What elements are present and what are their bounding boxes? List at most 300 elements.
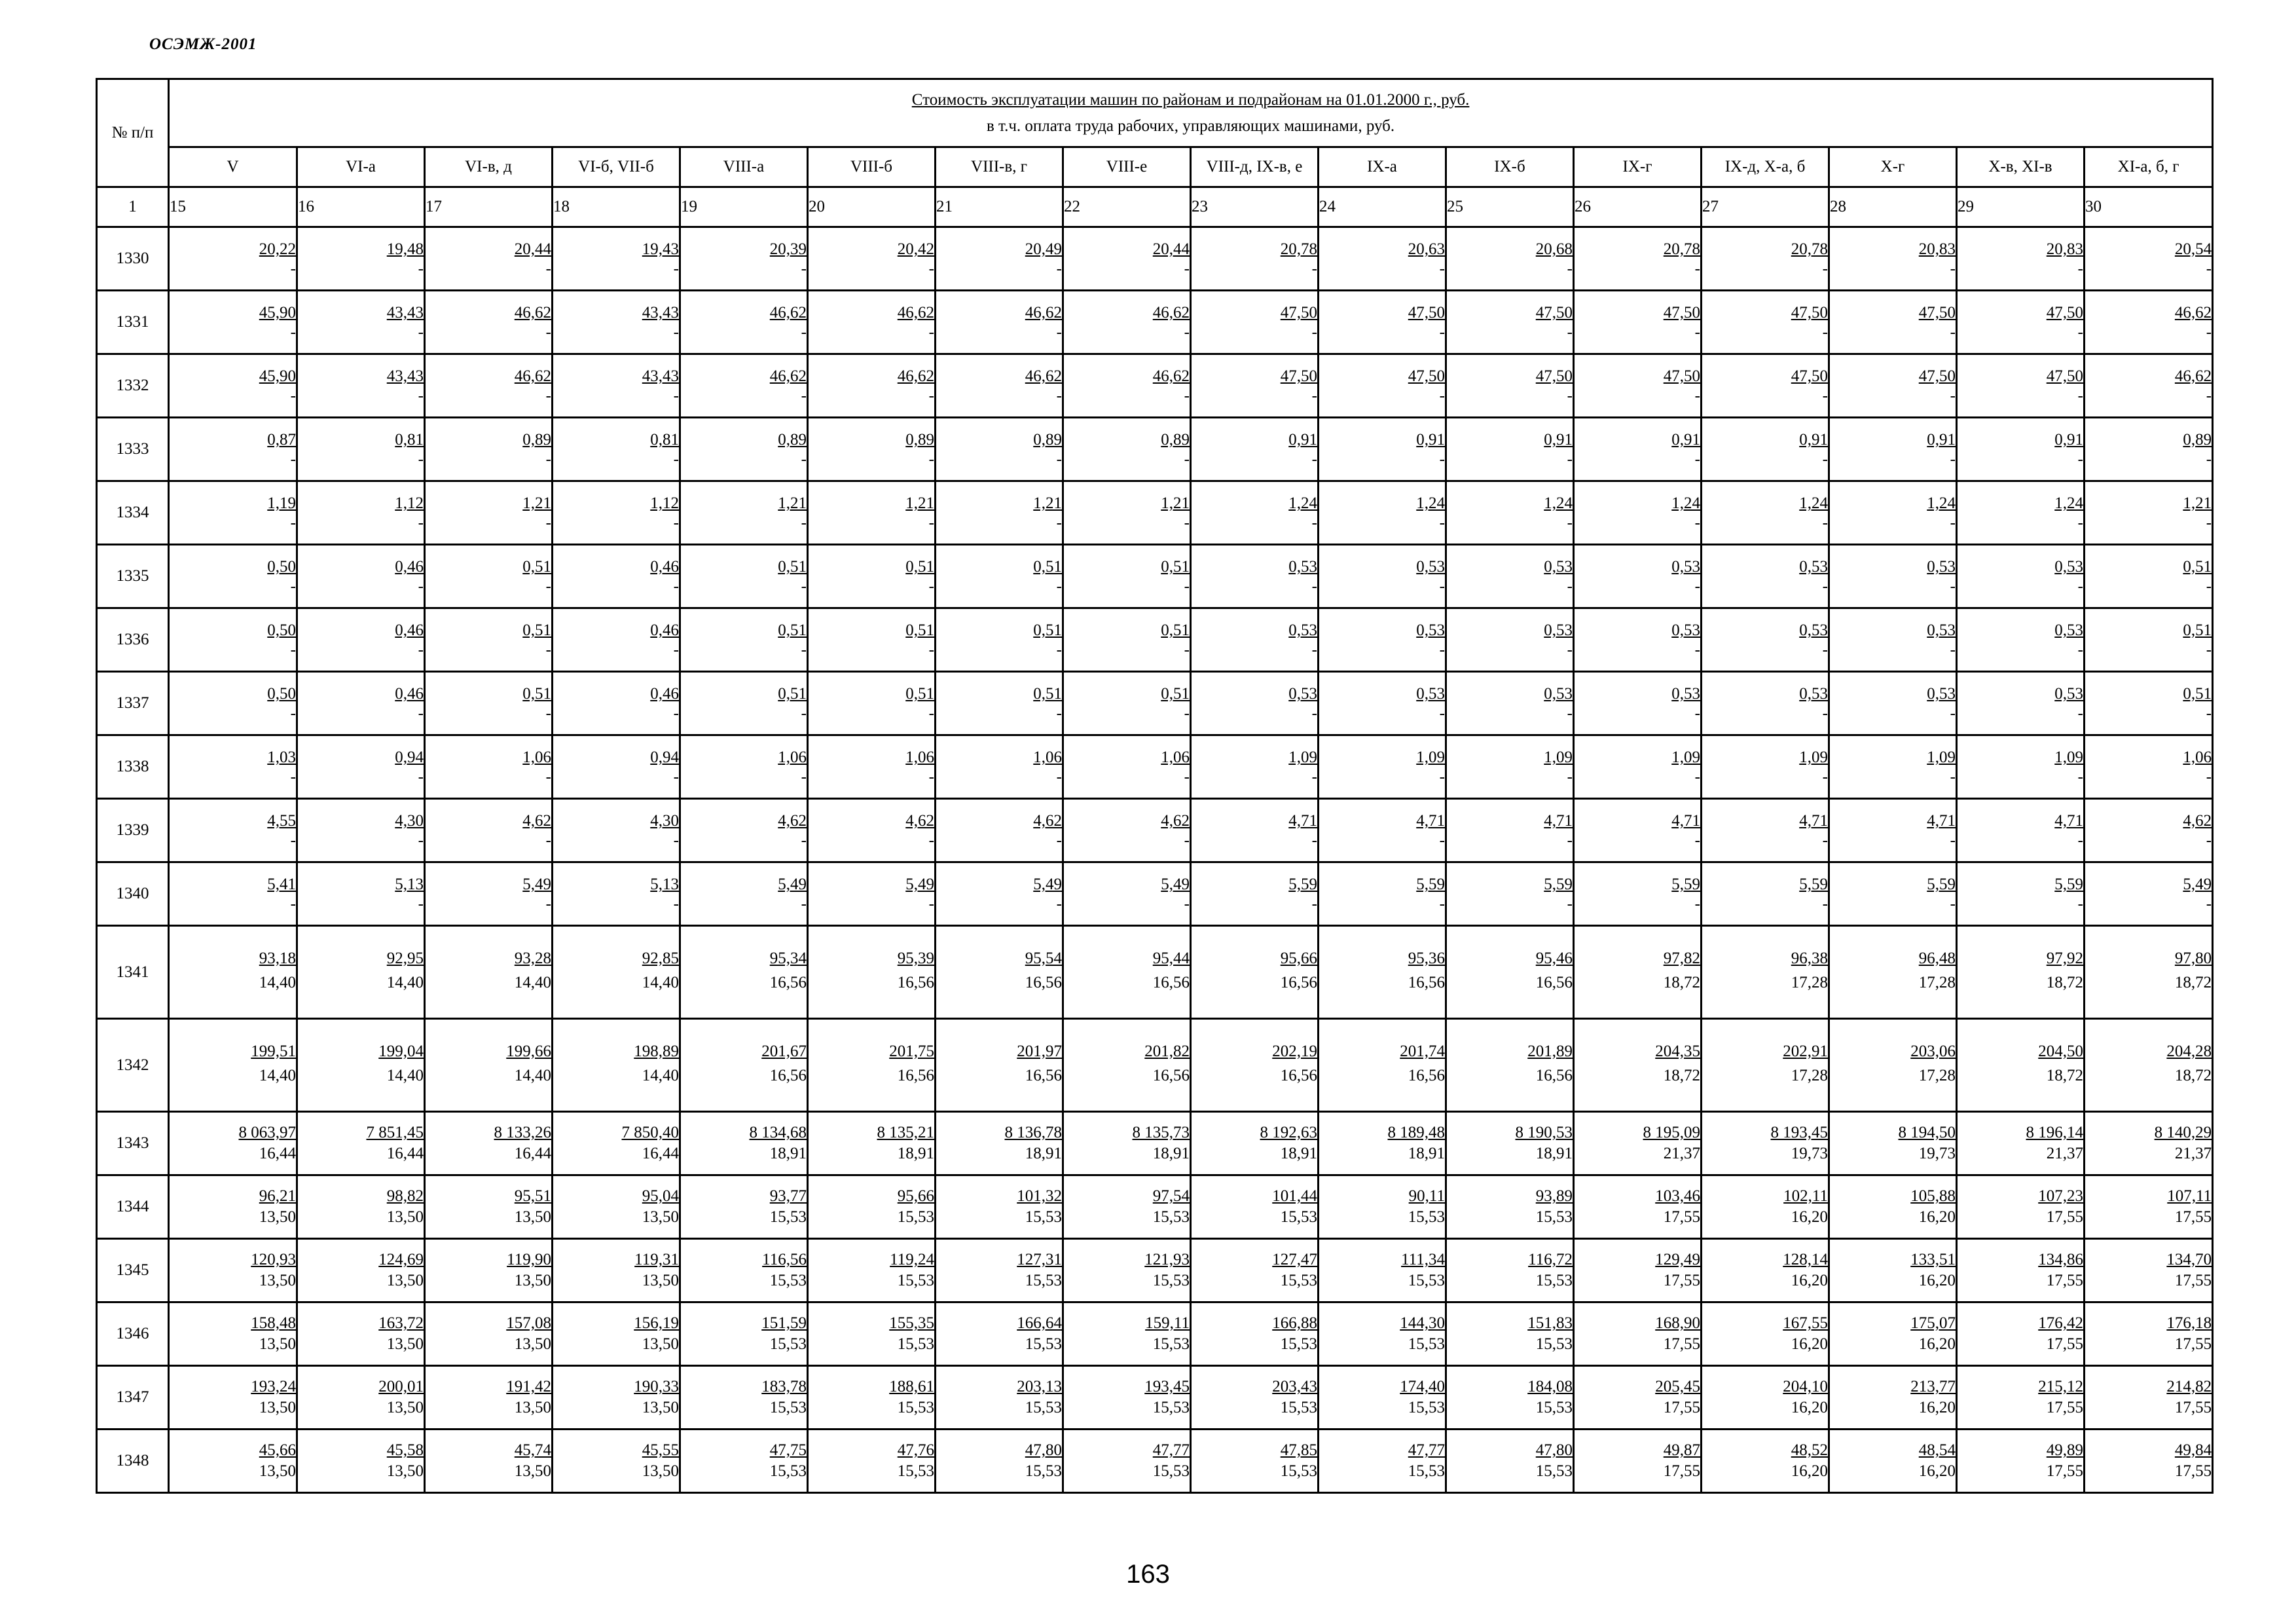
labor-value: 16,20 bbox=[1791, 1272, 1828, 1289]
value-cell bbox=[2085, 1112, 2213, 1175]
labor-value: 15,53 bbox=[897, 1399, 934, 1416]
value-cell bbox=[1063, 291, 1191, 354]
cost-value: 4,71 bbox=[1927, 812, 1956, 830]
cost-value: 0,46 bbox=[650, 558, 679, 576]
labor-value: - bbox=[1822, 641, 1828, 659]
labor-value: 17,55 bbox=[2174, 1335, 2212, 1353]
value-cell bbox=[1829, 291, 1957, 354]
labor-value: - bbox=[1950, 895, 1956, 913]
cost-value: 204,28 bbox=[2166, 1042, 2212, 1060]
labor-value: - bbox=[801, 832, 807, 849]
value-cell bbox=[1191, 1175, 1319, 1239]
value-cell bbox=[1574, 862, 1702, 926]
labor-value: - bbox=[928, 451, 934, 468]
value-cell bbox=[553, 1019, 680, 1112]
labor-value: - bbox=[928, 832, 934, 849]
row-number: 1340 bbox=[97, 862, 169, 926]
cost-value: 4,55 bbox=[267, 812, 296, 830]
value-cell bbox=[1702, 926, 1829, 1019]
labor-value: - bbox=[1822, 323, 1828, 341]
cost-value: 4,71 bbox=[1799, 812, 1828, 830]
value-cell bbox=[425, 418, 553, 481]
value-cell bbox=[553, 862, 680, 926]
cost-value: 0,89 bbox=[1161, 431, 1190, 449]
labor-value: - bbox=[2206, 578, 2212, 595]
labor-value: 15,53 bbox=[1408, 1335, 1445, 1353]
labor-value: - bbox=[545, 387, 551, 405]
labor-value: - bbox=[418, 578, 424, 595]
labor-value: 13,50 bbox=[259, 1399, 296, 1416]
labor-value: 15,53 bbox=[1535, 1399, 1573, 1416]
value-cell bbox=[297, 1019, 425, 1112]
cost-value: 151,59 bbox=[761, 1314, 807, 1332]
cost-value: 0,51 bbox=[778, 621, 807, 639]
value-cell bbox=[1319, 735, 1446, 799]
value-cell bbox=[808, 735, 936, 799]
value-cell bbox=[1957, 735, 2085, 799]
cost-value: 0,51 bbox=[1033, 558, 1062, 576]
value-cell bbox=[1191, 1366, 1319, 1430]
value-cell bbox=[936, 926, 1063, 1019]
labor-value: 14,40 bbox=[386, 973, 424, 991]
value-cell bbox=[680, 1366, 808, 1430]
value-cell bbox=[1702, 862, 1829, 926]
value-cell bbox=[680, 481, 808, 545]
labor-value: - bbox=[290, 451, 296, 468]
value-cell bbox=[1829, 672, 1957, 735]
cost-value: 5,59 bbox=[1799, 876, 1828, 893]
value-cell bbox=[1319, 1175, 1446, 1239]
cost-value: 214,82 bbox=[2166, 1378, 2212, 1395]
value-cell bbox=[936, 1175, 1063, 1239]
labor-value: - bbox=[1694, 705, 1700, 722]
labor-value: 15,53 bbox=[1152, 1208, 1190, 1226]
cost-value: 0,91 bbox=[1416, 431, 1445, 449]
table-row bbox=[97, 1175, 2213, 1239]
cost-value: 129,49 bbox=[1655, 1251, 1700, 1268]
labor-value: - bbox=[1567, 641, 1573, 659]
labor-value: - bbox=[1184, 260, 1190, 278]
labor-value: 16,56 bbox=[1280, 973, 1317, 991]
labor-value: 18,72 bbox=[1663, 973, 1700, 991]
cost-value: 49,89 bbox=[2046, 1441, 2083, 1459]
cost-value: 20,39 bbox=[769, 240, 807, 258]
cost-value: 1,12 bbox=[395, 494, 424, 512]
labor-value: - bbox=[2206, 260, 2212, 278]
value-cell bbox=[808, 799, 936, 862]
labor-value: 15,53 bbox=[1152, 1399, 1190, 1416]
cost-value: 201,74 bbox=[1400, 1042, 1445, 1060]
cost-value: 1,24 bbox=[1544, 494, 1573, 512]
document-code: ОСЭМЖ-2001 bbox=[149, 35, 257, 53]
value-cell bbox=[297, 1430, 425, 1493]
labor-value: - bbox=[1950, 260, 1956, 278]
value-cell bbox=[1319, 1019, 1446, 1112]
labor-value: 15,53 bbox=[1280, 1272, 1317, 1289]
cost-value: 4,71 bbox=[1544, 812, 1573, 830]
cost-value: 156,19 bbox=[634, 1314, 679, 1332]
value-cell bbox=[1063, 1239, 1191, 1302]
labor-value: - bbox=[1567, 387, 1573, 405]
value-cell bbox=[425, 672, 553, 735]
cost-value: 95,66 bbox=[897, 1187, 934, 1205]
column-index: 26 bbox=[1574, 187, 1702, 227]
cost-value: 133,51 bbox=[1910, 1251, 1956, 1268]
labor-value: - bbox=[1056, 705, 1062, 722]
cost-value: 0,53 bbox=[1799, 621, 1828, 639]
value-cell bbox=[2085, 545, 2213, 608]
labor-value: - bbox=[290, 260, 296, 278]
labor-value: - bbox=[2206, 323, 2212, 341]
value-cell bbox=[680, 608, 808, 672]
value-cell bbox=[553, 735, 680, 799]
labor-value: - bbox=[801, 895, 807, 913]
table-row bbox=[97, 1366, 2213, 1430]
value-cell bbox=[1957, 227, 2085, 291]
labor-value: 15,53 bbox=[1280, 1335, 1317, 1353]
value-cell bbox=[297, 418, 425, 481]
labor-value: - bbox=[290, 578, 296, 595]
value-cell bbox=[1063, 227, 1191, 291]
cost-value: 19,48 bbox=[386, 240, 424, 258]
cost-value: 47,50 bbox=[2046, 367, 2083, 385]
value-cell bbox=[808, 1239, 936, 1302]
value-cell bbox=[553, 1430, 680, 1493]
labor-value: 13,50 bbox=[259, 1208, 296, 1226]
cost-value: 0,51 bbox=[522, 558, 551, 576]
value-cell bbox=[1829, 608, 1957, 672]
labor-value: 15,53 bbox=[769, 1399, 807, 1416]
cost-value: 49,84 bbox=[2174, 1441, 2212, 1459]
labor-value: - bbox=[1694, 895, 1700, 913]
table-row bbox=[97, 672, 2213, 735]
value-cell bbox=[936, 1019, 1063, 1112]
labor-value: - bbox=[1184, 895, 1190, 913]
labor-value: - bbox=[1184, 768, 1190, 786]
value-cell bbox=[2085, 1019, 2213, 1112]
cost-value: 0,46 bbox=[650, 621, 679, 639]
labor-value: - bbox=[928, 387, 934, 405]
column-header: V bbox=[169, 147, 297, 187]
labor-value: - bbox=[1056, 895, 1062, 913]
labor-value: - bbox=[1567, 514, 1573, 532]
cost-value: 0,46 bbox=[395, 685, 424, 703]
row-number: 1339 bbox=[97, 799, 169, 862]
value-cell bbox=[1446, 481, 1574, 545]
labor-value: 13,50 bbox=[642, 1462, 679, 1480]
value-cell bbox=[2085, 481, 2213, 545]
value-cell bbox=[1191, 926, 1319, 1019]
value-cell bbox=[553, 545, 680, 608]
value-cell bbox=[808, 926, 936, 1019]
cost-value: 47,50 bbox=[1918, 304, 1956, 322]
value-cell bbox=[1191, 1430, 1319, 1493]
labor-value: 13,50 bbox=[514, 1272, 551, 1289]
labor-value: 15,53 bbox=[1280, 1208, 1317, 1226]
labor-value: 17,55 bbox=[2046, 1208, 2083, 1226]
cost-value: 200,01 bbox=[378, 1378, 424, 1395]
cost-value: 1,09 bbox=[2054, 748, 2083, 766]
labor-value: - bbox=[928, 514, 934, 532]
cost-value: 8 190,53 bbox=[1515, 1124, 1573, 1141]
value-cell bbox=[1957, 862, 2085, 926]
value-cell bbox=[1829, 418, 1957, 481]
cost-value: 0,53 bbox=[1544, 558, 1573, 576]
cost-value: 0,50 bbox=[267, 621, 296, 639]
cost-value: 5,41 bbox=[267, 876, 296, 893]
value-cell bbox=[936, 481, 1063, 545]
cost-value: 0,94 bbox=[650, 748, 679, 766]
value-cell bbox=[2085, 1302, 2213, 1366]
cost-value: 120,93 bbox=[251, 1251, 296, 1268]
cost-value: 0,51 bbox=[522, 685, 551, 703]
cost-value: 43,43 bbox=[642, 304, 679, 322]
cost-value: 4,62 bbox=[1161, 812, 1190, 830]
value-cell bbox=[808, 418, 936, 481]
labor-value: 16,20 bbox=[1918, 1335, 1956, 1353]
labor-value: - bbox=[801, 451, 807, 468]
value-cell bbox=[936, 1239, 1063, 1302]
cost-value: 0,91 bbox=[1671, 431, 1700, 449]
row-number: 1341 bbox=[97, 926, 169, 1019]
value-cell bbox=[1702, 481, 1829, 545]
column-index: 25 bbox=[1446, 187, 1574, 227]
cost-value: 134,70 bbox=[2166, 1251, 2212, 1268]
cost-value: 5,59 bbox=[1544, 876, 1573, 893]
labor-value: - bbox=[1056, 260, 1062, 278]
cost-value: 0,53 bbox=[1927, 621, 1956, 639]
cost-value: 124,69 bbox=[378, 1251, 424, 1268]
row-number: 1347 bbox=[97, 1366, 169, 1430]
row-number: 1345 bbox=[97, 1239, 169, 1302]
value-cell bbox=[169, 1302, 297, 1366]
value-cell bbox=[1574, 672, 1702, 735]
labor-value: 14,40 bbox=[259, 973, 296, 991]
cost-value: 0,50 bbox=[267, 558, 296, 576]
labor-value: - bbox=[1950, 768, 1956, 786]
cost-value: 183,78 bbox=[761, 1378, 807, 1395]
value-cell bbox=[1957, 799, 2085, 862]
cost-value: 8 192,63 bbox=[1260, 1124, 1317, 1141]
cost-value: 174,40 bbox=[1400, 1378, 1445, 1395]
cost-value: 96,48 bbox=[1918, 949, 1956, 967]
value-cell bbox=[1319, 418, 1446, 481]
cost-value: 1,24 bbox=[1927, 494, 1956, 512]
labor-value: 13,50 bbox=[386, 1272, 424, 1289]
labor-value: 13,50 bbox=[642, 1208, 679, 1226]
labor-value: - bbox=[1822, 387, 1828, 405]
value-cell bbox=[297, 545, 425, 608]
value-cell bbox=[425, 608, 553, 672]
value-cell bbox=[808, 291, 936, 354]
cost-value: 98,82 bbox=[386, 1187, 424, 1205]
labor-value: - bbox=[1439, 641, 1445, 659]
cost-value: 47,50 bbox=[1791, 367, 1828, 385]
labor-value: - bbox=[2077, 768, 2083, 786]
cost-value: 1,19 bbox=[267, 494, 296, 512]
value-cell bbox=[808, 1019, 936, 1112]
column-header: X-г bbox=[1829, 147, 1957, 187]
cost-value: 0,53 bbox=[2054, 685, 2083, 703]
cost-value: 215,12 bbox=[2038, 1378, 2083, 1395]
cost-value: 167,55 bbox=[1783, 1314, 1828, 1332]
column-index: 24 bbox=[1319, 187, 1446, 227]
labor-value: 16,56 bbox=[897, 1066, 934, 1084]
table-title-cell bbox=[169, 79, 2213, 147]
value-cell bbox=[936, 354, 1063, 418]
labor-value: - bbox=[801, 387, 807, 405]
cost-value: 0,51 bbox=[1033, 685, 1062, 703]
labor-value: 15,53 bbox=[1408, 1462, 1445, 1480]
labor-value: 19,73 bbox=[1918, 1145, 1956, 1162]
value-cell bbox=[169, 799, 297, 862]
labor-value: - bbox=[1822, 578, 1828, 595]
value-cell bbox=[2085, 227, 2213, 291]
value-cell bbox=[1446, 545, 1574, 608]
cost-value: 5,13 bbox=[395, 876, 424, 893]
value-cell bbox=[425, 862, 553, 926]
labor-value: - bbox=[545, 514, 551, 532]
column-index: 23 bbox=[1191, 187, 1319, 227]
table-row bbox=[97, 608, 2213, 672]
cost-value: 47,50 bbox=[2046, 304, 2083, 322]
table-row bbox=[97, 1112, 2213, 1175]
cost-value: 188,61 bbox=[889, 1378, 934, 1395]
value-cell bbox=[1319, 1112, 1446, 1175]
value-cell bbox=[553, 672, 680, 735]
value-cell bbox=[297, 862, 425, 926]
cost-value: 47,77 bbox=[1408, 1441, 1445, 1459]
labor-value: - bbox=[1950, 451, 1956, 468]
column-index: 19 bbox=[680, 187, 808, 227]
machine-cost-table bbox=[96, 78, 2214, 1494]
value-cell bbox=[1702, 1239, 1829, 1302]
cost-value: 116,56 bbox=[762, 1251, 807, 1268]
labor-value: 15,53 bbox=[769, 1335, 807, 1353]
labor-value: 15,53 bbox=[1535, 1462, 1573, 1480]
cost-value: 7 850,40 bbox=[621, 1124, 679, 1141]
value-cell bbox=[1702, 672, 1829, 735]
value-cell bbox=[169, 291, 297, 354]
cost-value: 0,53 bbox=[1416, 685, 1445, 703]
cost-value: 8 194,50 bbox=[1898, 1124, 1956, 1141]
labor-value: 16,56 bbox=[897, 973, 934, 991]
value-cell bbox=[1574, 354, 1702, 418]
value-cell bbox=[1191, 1302, 1319, 1366]
labor-value: 16,56 bbox=[1025, 1066, 1062, 1084]
table-row bbox=[97, 735, 2213, 799]
row-number: 1346 bbox=[97, 1302, 169, 1366]
value-cell bbox=[1191, 1112, 1319, 1175]
cost-value: 199,66 bbox=[506, 1042, 551, 1060]
labor-value: 13,50 bbox=[642, 1335, 679, 1353]
table-row bbox=[97, 862, 2213, 926]
labor-value: - bbox=[1439, 514, 1445, 532]
cost-value: 1,24 bbox=[2054, 494, 2083, 512]
column-index: 16 bbox=[297, 187, 425, 227]
value-cell bbox=[169, 1175, 297, 1239]
labor-value: - bbox=[545, 578, 551, 595]
cost-value: 47,76 bbox=[897, 1441, 934, 1459]
cost-value: 4,71 bbox=[2054, 812, 2083, 830]
labor-value: 15,53 bbox=[1535, 1208, 1573, 1226]
cost-value: 204,50 bbox=[2038, 1042, 2083, 1060]
cost-value: 119,90 bbox=[507, 1251, 551, 1268]
labor-value: - bbox=[290, 895, 296, 913]
column-index: 28 bbox=[1829, 187, 1957, 227]
labor-value: - bbox=[2077, 514, 2083, 532]
title-row bbox=[97, 79, 2213, 147]
labor-value: 15,53 bbox=[1280, 1462, 1317, 1480]
labor-value: - bbox=[928, 260, 934, 278]
labor-value: 18,72 bbox=[2046, 1066, 2083, 1084]
cost-value: 1,24 bbox=[1671, 494, 1700, 512]
cost-value: 4,71 bbox=[1288, 812, 1317, 830]
cost-value: 1,09 bbox=[1671, 748, 1700, 766]
labor-value: - bbox=[928, 705, 934, 722]
cost-value: 46,62 bbox=[2174, 367, 2212, 385]
labor-value: 21,37 bbox=[1663, 1145, 1700, 1162]
value-cell bbox=[2085, 672, 2213, 735]
value-cell bbox=[169, 227, 297, 291]
cost-value: 119,31 bbox=[634, 1251, 679, 1268]
labor-value: 15,53 bbox=[1280, 1399, 1317, 1416]
cost-value: 1,21 bbox=[2183, 494, 2212, 512]
value-cell bbox=[808, 545, 936, 608]
value-cell bbox=[1063, 1366, 1191, 1430]
labor-value: - bbox=[418, 832, 424, 849]
value-cell bbox=[1191, 418, 1319, 481]
cost-value: 202,91 bbox=[1783, 1042, 1828, 1060]
labor-value: 17,55 bbox=[2174, 1399, 2212, 1416]
cost-value: 101,32 bbox=[1017, 1187, 1062, 1205]
labor-value: 13,50 bbox=[259, 1462, 296, 1480]
value-cell bbox=[808, 608, 936, 672]
cost-value: 0,53 bbox=[1544, 685, 1573, 703]
cost-value: 95,04 bbox=[642, 1187, 679, 1205]
labor-value: - bbox=[2206, 768, 2212, 786]
labor-value: - bbox=[2206, 387, 2212, 405]
cost-value: 1,09 bbox=[1416, 748, 1445, 766]
cost-value: 47,80 bbox=[1025, 1441, 1062, 1459]
value-cell bbox=[169, 481, 297, 545]
labor-value: 17,55 bbox=[1663, 1462, 1700, 1480]
labor-value: 17,55 bbox=[2174, 1208, 2212, 1226]
labor-value: - bbox=[290, 387, 296, 405]
cost-value: 5,59 bbox=[1927, 876, 1956, 893]
value-cell bbox=[1191, 608, 1319, 672]
labor-value: - bbox=[1056, 451, 1062, 468]
cost-value: 205,45 bbox=[1655, 1378, 1700, 1395]
cost-value: 201,67 bbox=[761, 1042, 807, 1060]
value-cell bbox=[936, 418, 1063, 481]
cost-value: 20,42 bbox=[897, 240, 934, 258]
column-header: IX-а bbox=[1319, 147, 1446, 187]
labor-value: 16,20 bbox=[1791, 1208, 1828, 1226]
cost-value: 202,19 bbox=[1272, 1042, 1317, 1060]
cost-value: 8 140,29 bbox=[2154, 1124, 2212, 1141]
cost-value: 0,51 bbox=[905, 621, 934, 639]
row-number: 1336 bbox=[97, 608, 169, 672]
table-row bbox=[97, 1019, 2213, 1112]
cost-value: 5,49 bbox=[1161, 876, 1190, 893]
cost-value: 1,24 bbox=[1288, 494, 1317, 512]
cost-value: 7 851,45 bbox=[366, 1124, 424, 1141]
cost-value: 203,13 bbox=[1017, 1378, 1062, 1395]
labor-value: - bbox=[2206, 832, 2212, 849]
value-cell bbox=[1957, 672, 2085, 735]
cost-value: 45,66 bbox=[259, 1441, 296, 1459]
